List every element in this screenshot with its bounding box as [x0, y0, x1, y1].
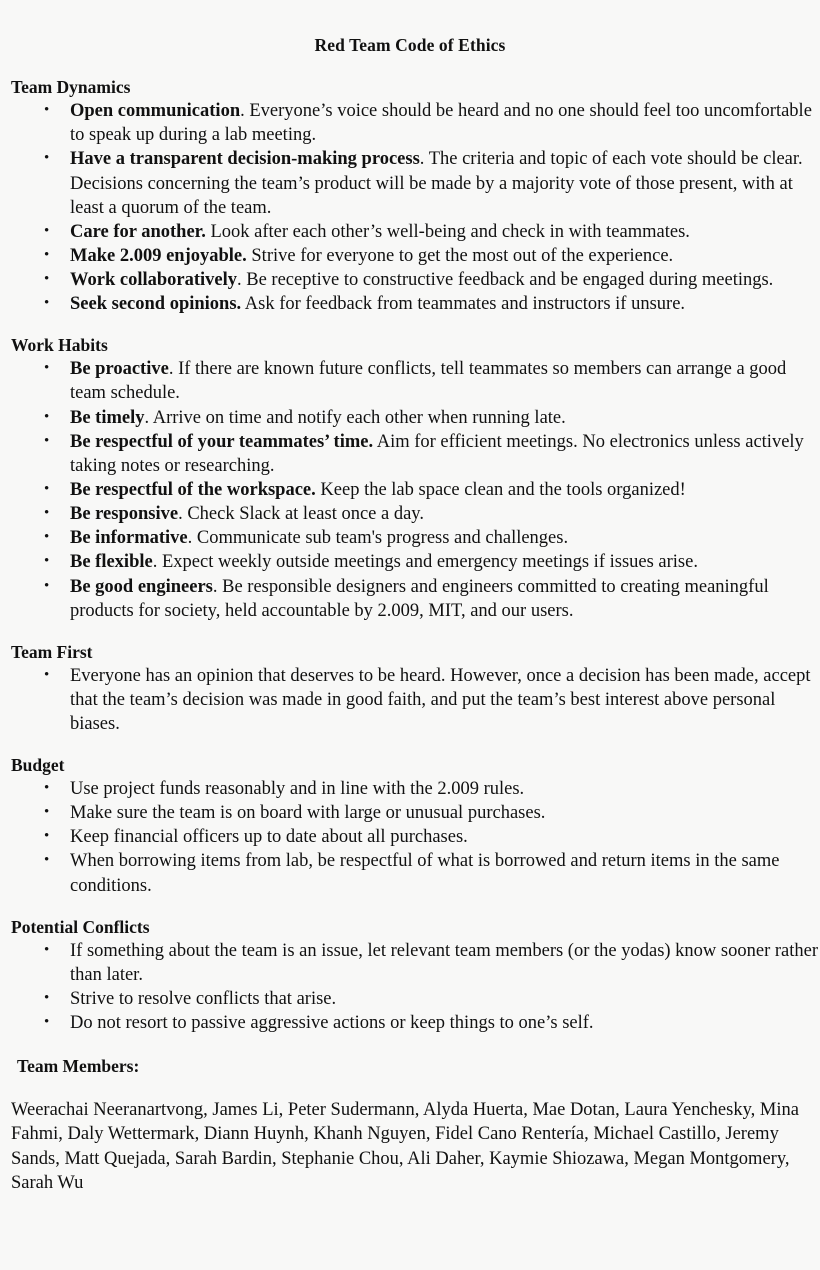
list-item	[0, 664, 820, 736]
list-item	[0, 526, 820, 550]
list-item-text: . Be responsible designers and engineers committed to creating meaningful products for society, held accountable by 2.009, MIT, and our users.	[70, 576, 769, 621]
list-item-text: . Be receptive to constructive feedback and be engaged during meetings.	[237, 270, 774, 291]
section-heading: Work Habits	[11, 335, 108, 356]
spacer	[0, 623, 820, 642]
section	[0, 335, 820, 622]
list-item-lead: Be flexible	[70, 552, 153, 573]
list-item	[0, 777, 820, 801]
list-item	[0, 244, 820, 268]
list-item-text: Keep financial officers up to date about all purchases.	[70, 827, 468, 848]
list-item-text: Strive for everyone to get the most out of the experience.	[246, 245, 674, 266]
list-item-lead: Be responsive	[70, 504, 179, 525]
spacer	[0, 316, 820, 335]
list-item-text: . If there are known future conflicts, tell teammates so members can arrange a good team schedule.	[70, 359, 787, 404]
list-item-text: Strive to resolve conflicts that arise.	[70, 988, 337, 1009]
list-item-text: If something about the team is an issue, let relevant team members (or the yodas) know sooner rather than later.	[70, 940, 818, 985]
list-item-text: . Expect weekly outside meetings and emergency meetings if issues arise.	[152, 552, 698, 573]
section	[0, 642, 820, 736]
list-item-lead: Be timely	[70, 407, 145, 428]
list-item-text: When borrowing items from lab, be respectful of what is borrowed and return items in the same conditions.	[70, 851, 780, 896]
list-item-text: . Check Slack at least once a day.	[178, 504, 424, 525]
list-item-text: Ask for feedback from teammates and instructors if unsure.	[241, 294, 686, 315]
bullet-list	[0, 939, 820, 1036]
list-item-lead: Have a transparent decision-making process	[70, 149, 420, 170]
section-heading: Potential Conflicts	[11, 916, 150, 937]
list-item-text: Make sure the team is on board with large or unusual purchases.	[70, 803, 546, 824]
list-item	[0, 502, 820, 526]
list-item-lead: Be informative	[70, 528, 188, 549]
list-item	[0, 99, 820, 147]
list-item-text: Keep the lab space clean and the tools organized!	[315, 479, 686, 500]
list-item-lead: Care for another.	[70, 221, 206, 242]
list-item	[0, 1011, 820, 1035]
section-heading: Team Dynamics	[11, 77, 131, 98]
list-item-text: . Arrive on time and notify each other when running late.	[144, 407, 566, 428]
section	[0, 917, 820, 1035]
list-item-lead: Be proactive	[70, 359, 169, 380]
section-heading: Team First	[11, 641, 93, 662]
bullet-list	[0, 664, 820, 736]
list-item	[0, 268, 820, 292]
list-item-lead: Be respectful of the workspace.	[70, 479, 316, 500]
list-item-text: Aim for efficient meetings. No electronics unless actively taking notes or researching.	[70, 431, 804, 476]
sections-container	[0, 55, 820, 1035]
section	[0, 755, 820, 898]
team-members-list: Weerachai Neeranartvong, James Li, Peter Sudermann, Alyda Huerta, Mae Dotan, Laura Yenchesky, Mina Fahmi, Daly Wettermark, Diann Huynh, Khanh Nguyen, Fidel Cano Rentería, Michael Castillo, Jeremy Sands, Matt Quejada, Sarah Bardin, Stephanie Chou, Ali Daher, Kaymie Shiozawa, Megan Montgomery, Sarah Wu	[11, 1100, 799, 1193]
list-item-text: Everyone has an opinion that deserves to be heard. However, once a decision has been made, accept that the team’s decision was made in good faith, and put the team’s best interest above personal biases.	[70, 665, 811, 734]
list-item-text: Look after each other’s well-being and check in with teammates.	[205, 221, 690, 242]
page-title: Red Team Code of Ethics	[314, 35, 506, 55]
list-item-text: . Communicate sub team's progress and challenges.	[187, 528, 569, 549]
list-item-lead: Open communication	[70, 101, 241, 122]
list-item	[0, 147, 820, 219]
bullet-list	[0, 357, 820, 623]
list-item-lead: Be respectful of your teammates’ time.	[70, 431, 374, 452]
spacer	[0, 898, 820, 917]
list-item-text: Do not resort to passive aggressive actions or keep things to one’s self.	[70, 1012, 594, 1033]
section	[0, 77, 820, 316]
list-item-lead: Make 2.009 enjoyable.	[70, 245, 247, 266]
spacer	[0, 736, 820, 755]
list-item	[0, 478, 820, 502]
list-item-text: Use project funds reasonably and in line with the 2.009 rules.	[70, 778, 525, 799]
list-item-lead: Seek second opinions.	[70, 294, 242, 315]
section-heading: Budget	[11, 755, 65, 776]
list-item	[0, 357, 820, 405]
list-item-lead: Work collaboratively	[70, 270, 237, 291]
list-item	[0, 825, 820, 849]
bullet-list	[0, 777, 820, 898]
list-item	[0, 550, 820, 574]
bullet-list	[0, 99, 820, 316]
list-item	[0, 575, 820, 623]
list-item	[0, 939, 820, 987]
team-members-heading: Team Members:	[17, 1056, 140, 1077]
spacer	[0, 1078, 820, 1098]
list-item	[0, 849, 820, 897]
list-item	[0, 801, 820, 825]
list-item	[0, 292, 820, 316]
list-item-lead: Be good engineers	[70, 576, 213, 597]
spacer	[0, 1035, 820, 1056]
list-item	[0, 406, 820, 430]
sections-root	[0, 77, 820, 1035]
list-item	[0, 430, 820, 478]
list-item-text: . The criteria and topic of each vote should be clear. Decisions concerning the team’s product will be made by a majority vote of those present, with at least a quorum of the team.	[70, 149, 803, 218]
list-item	[0, 987, 820, 1011]
list-item	[0, 220, 820, 244]
list-item-text: . Everyone’s voice should be heard and no one should feel too uncomfortable to speak up during a lab meeting.	[70, 101, 812, 146]
